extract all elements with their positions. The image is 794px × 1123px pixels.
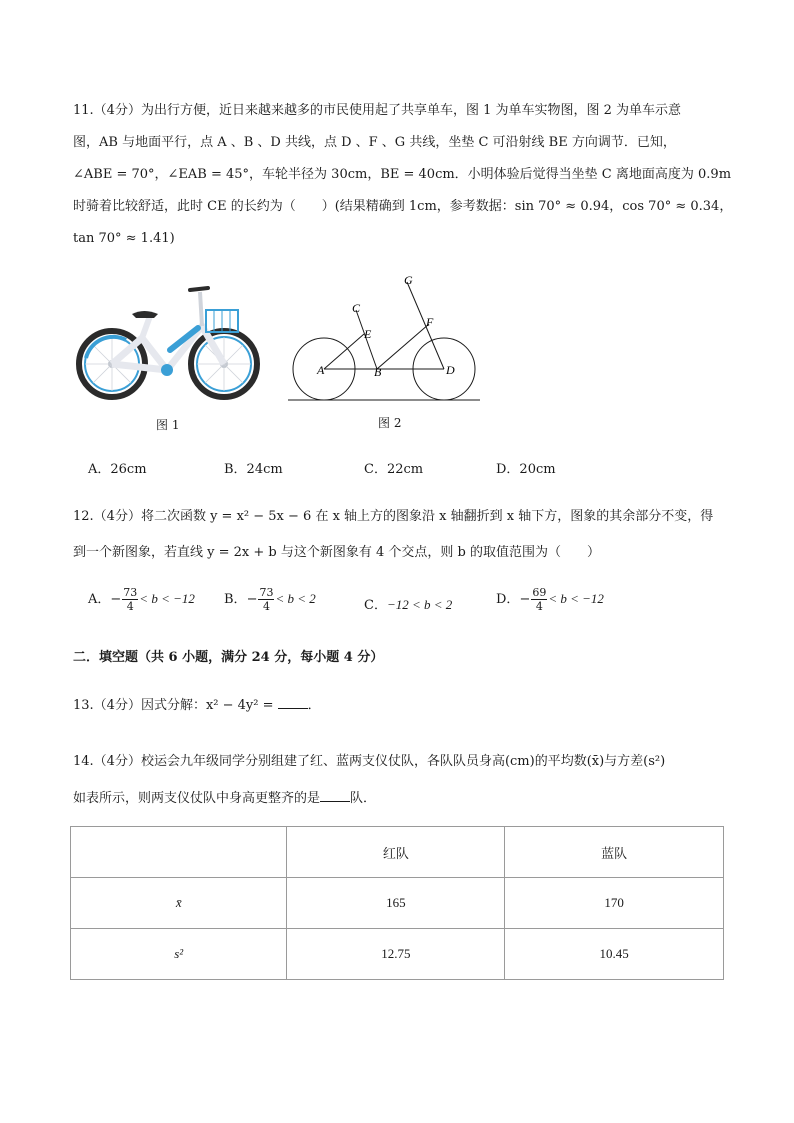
q11-option-b[interactable]: B．24cm	[224, 462, 283, 477]
table-header-cell: 红队	[287, 827, 505, 878]
q12-line1: 12.（4分）将二次函数 y = x² − 5x − 6 在 x 轴上方的图象沿 x 轴翻折到 x 轴下方，图象的其余部分不变，得	[73, 509, 714, 524]
point-C: C	[352, 301, 361, 315]
q11-line4: 时骑着比较舒适，此时 CE 的长约为（ ）(结果精确到 1cm，参考数据：sin 70° ≈ 0.94，cos 70° ≈ 0.34，	[73, 199, 733, 214]
point-D: D	[446, 363, 455, 377]
q11-option-c[interactable]: C．22cm	[364, 462, 424, 477]
bicycle-photo	[72, 278, 272, 410]
q14-answer-blank[interactable]	[320, 789, 350, 802]
point-E: E	[364, 327, 372, 341]
bike-diagram	[284, 268, 484, 408]
q13-answer-blank[interactable]	[278, 696, 308, 709]
table-row	[71, 878, 724, 929]
q14-line2: 如表所示，则两支仪仗队中身高更整齐的是 队．	[73, 791, 377, 806]
q13-line: 13.（4分）因式分解：x² − 4y² = ．	[73, 698, 321, 713]
fig1-caption: 图 1	[156, 418, 180, 432]
table-cell: 165	[287, 878, 505, 929]
q12-option-a[interactable]: A．− $\frac{73}{4}$ < b < −12	[88, 586, 195, 613]
table-row	[71, 929, 724, 980]
point-A: A	[317, 363, 325, 377]
table-header-cell	[71, 827, 287, 878]
q14-table	[70, 826, 724, 980]
fig2-caption: 图 2	[378, 416, 402, 430]
point-B: B	[374, 365, 382, 379]
q12-option-b[interactable]: B．− $\frac{73}{4}$ < b < 2	[224, 586, 316, 613]
point-F: F	[426, 315, 434, 329]
table-cell: 10.45	[505, 929, 724, 980]
section-heading: 二．填空题（共 6 小题，满分 24 分，每小题 4 分）	[73, 650, 384, 665]
q11-option-d[interactable]: D．20cm	[496, 462, 556, 477]
q11-line5: tan 70° ≈ 1.41)	[73, 231, 175, 246]
table-header-row	[71, 827, 724, 878]
table-cell: s²	[71, 929, 287, 980]
q14-line1: 14.（4分）校运会九年级同学分别组建了红、蓝两支仪仗队，各队队员身高(cm)的平均数(x̄)与方差(s²)	[73, 754, 666, 769]
table-header-cell: 蓝队	[505, 827, 724, 878]
table-cell: 170	[505, 878, 724, 929]
q12-option-c[interactable]: C．−12 < b < 2	[364, 597, 453, 613]
table-cell: x̄	[71, 878, 287, 929]
q12-line2: 到一个新图象，若直线 y = 2x + b 与这个新图象有 4 个交点，则 b 的取值范围为（ ）	[73, 545, 600, 560]
q11-line2: 图，AB 与地面平行，点 A 、B 、D 共线，点 D 、F 、G 共线，坐垫 C 可沿射线 BE 方向调节．已知，	[73, 135, 676, 150]
q11-line1: 11.（4分）为出行方便，近日来越来越多的市民使用起了共享单车，图 1 为单车实物图，图 2 为单车示意	[73, 103, 682, 118]
point-G: G	[404, 273, 413, 287]
table-cell: 12.75	[287, 929, 505, 980]
q11-option-a[interactable]: A．26cm	[88, 462, 147, 477]
q11-line3: ∠ABE = 70°，∠EAB = 45°，车轮半径为 30cm，BE = 40cm．小明体验后觉得当坐垫 C 离地面高度为 0.9m	[73, 167, 732, 182]
q12-option-d[interactable]: D．− $\frac{69}{4}$ < b < −12	[496, 586, 604, 613]
